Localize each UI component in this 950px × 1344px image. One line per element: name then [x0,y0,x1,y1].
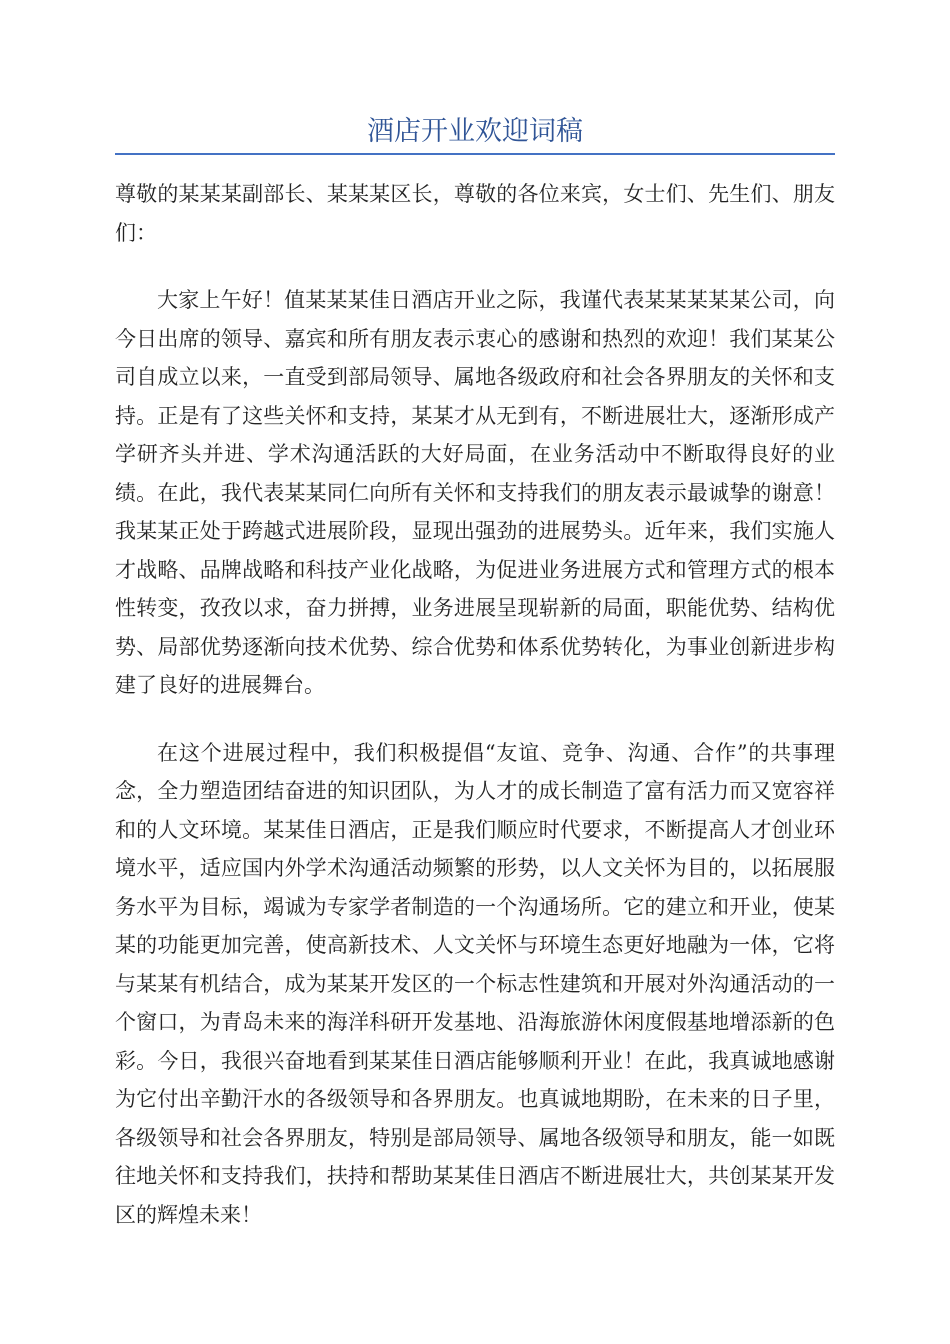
document-body [115,175,835,1234]
title-underline [115,153,835,155]
greeting-paragraph: 尊敬的某某某副部长、某某某区长，尊敬的各位来宾，女士们、先生们、朋友们： [115,182,835,245]
body-paragraph-1: 大家上午好！值某某某佳日酒店开业之际，我谨代表某某某某某公司，向今日出席的领导、嘉宾和所有朋友表示衷心的感谢和热烈的欢迎！我们某某公司自成立以来，一直受到部局领导、属地各级政府和社会各界朋友的关怀和支持。正是有了这些关怀和支持，某某才从无到有，不断进展壮大，逐渐形成产学研齐头并进、学术沟通活跃的大好局面，在业务活动中不断取得良好的业绩。在此，我代表某某同仁向所有关怀和支持我们的朋友表示最诚挚的谢意！我某某正处于跨越式进展阶段，显现出强劲的进展势头。近年来，我们实施人才战略、品牌战略和科技产业化战略，为促进业务进展方式和管理方式的根本性转变，孜孜以求，奋力拼搏，业务进展呈现崭新的局面，职能优势、结构优势、局部优势逐渐向技术优势、综合优势和体系优势转化，为事业创新进步构建了良好的进展舞台。 [115,288,835,697]
document-title: 酒店开业欢迎词稿 [367,116,583,147]
body-paragraph-2: 在这个进展过程中，我们积极提倡“友谊、竞争、沟通、合作”的共事理念，全力塑造团结奋进的知识团队，为人才的成长制造了富有活力而又宽容祥和的人文环境。某某佳日酒店，正是我们顺应时代要求，不断提高人才创业环境水平，适应国内外学术沟通活动频繁的形势，以人文关怀为目的，以拓展服务水平为目标，竭诚为专家学者制造的一个沟通场所。它的建立和开业，使某某的功能更加完善，使高新技术、人文关怀与环境生态更好地融为一体，它将与某某有机结合，成为某某开发区的一个标志性建筑和开展对外沟通活动的一个窗口，为青岛未来的海洋科研开发基地、沿海旅游休闲度假基地增添新的色彩。今日，我很兴奋地看到某某佳日酒店能够顺利开业！在此，我真诚地感谢为它付出辛勤汗水的各级领导和各界朋友。也真诚地期盼，在未来的日子里，各级领导和社会各界朋友，特别是部局领导、属地各级领导和朋友，能一如既往地关怀和支持我们，扶持和帮助某某佳日酒店不断进展壮大，共创某某开发区的辉煌未来！ [115,740,835,1227]
